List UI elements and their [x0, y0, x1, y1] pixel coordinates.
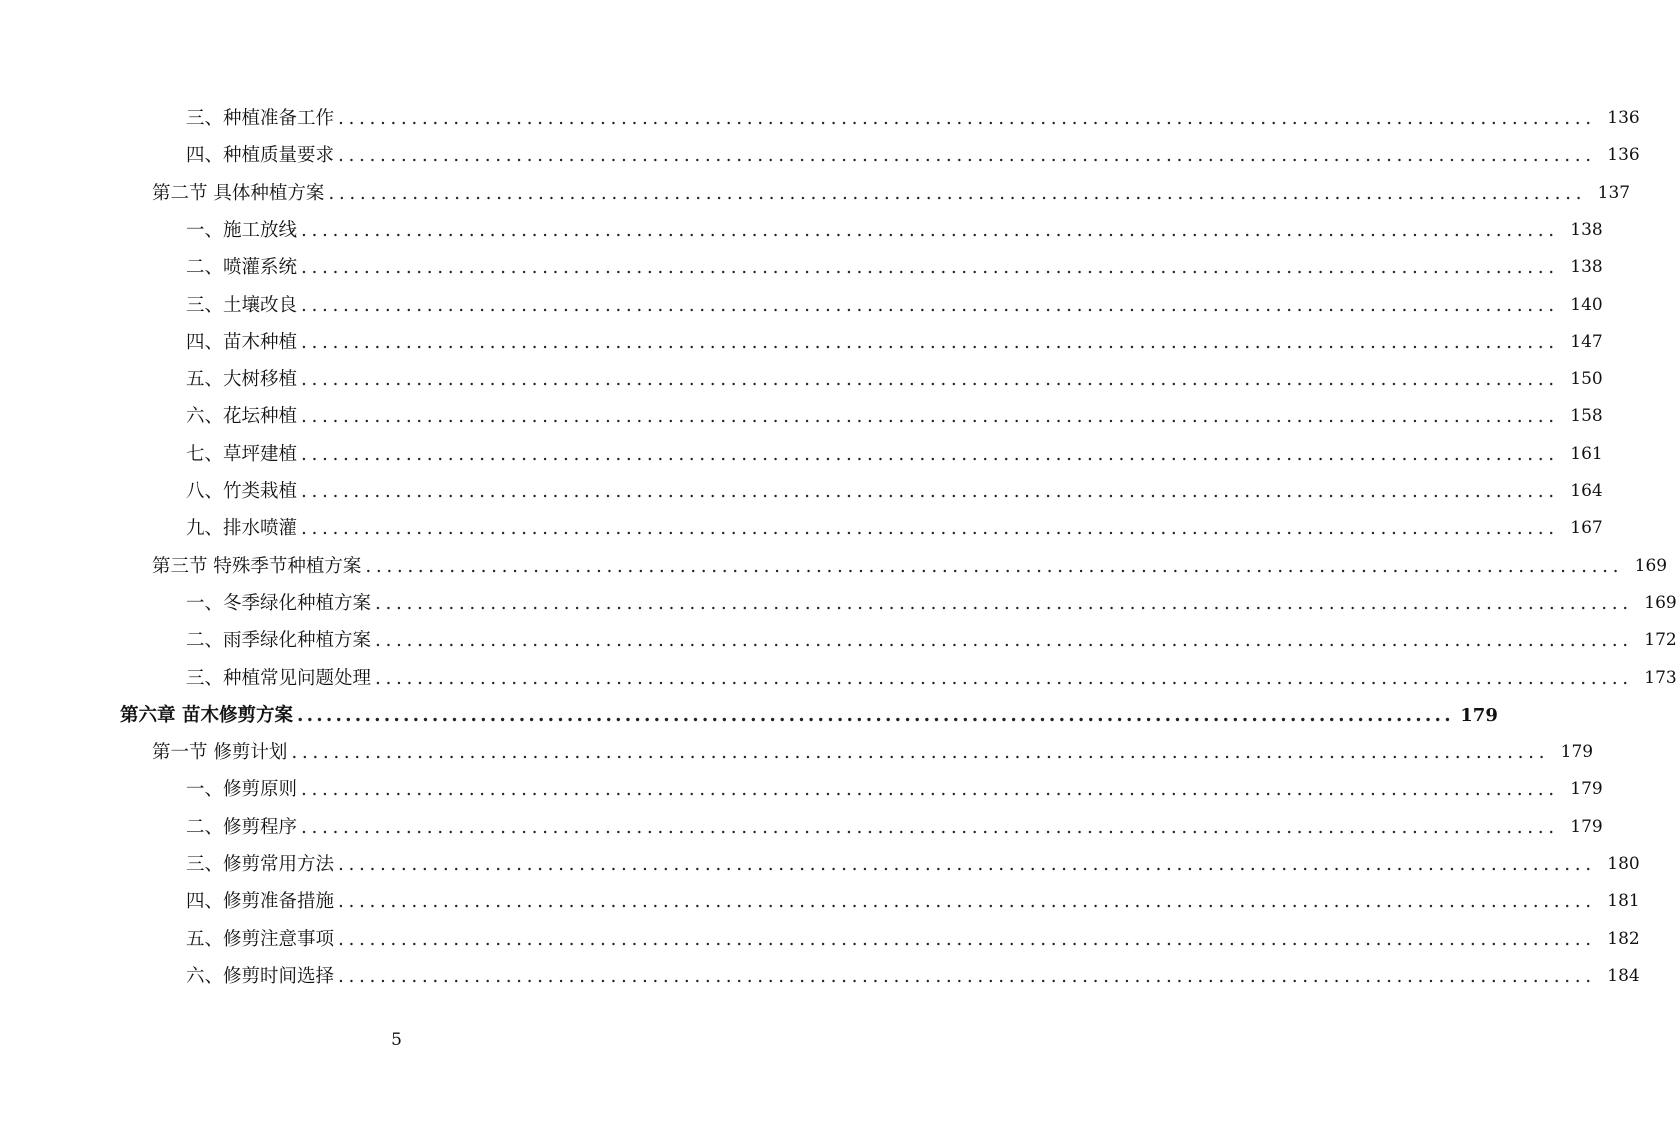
- toc-entry[interactable]: [186, 883, 1640, 920]
- toc-dot-leader: ........................................................................................................................: [301, 443, 1559, 465]
- toc-entry[interactable]: [152, 734, 1594, 771]
- toc-entry[interactable]: [186, 846, 1640, 883]
- toc-entry-label: 二、雨季绿化种植方案: [186, 630, 372, 652]
- toc-entry-label: 一、冬季绿化种植方案: [186, 592, 372, 614]
- toc-entry-label: 五、修剪注意事项: [186, 928, 335, 950]
- toc-entry-page: 179: [1570, 816, 1603, 837]
- toc-entry-label: 四、修剪准备措施: [186, 891, 335, 913]
- toc-dot-leader: ........................................................................................................................: [301, 406, 1559, 428]
- toc-entry-page: 138: [1570, 219, 1603, 240]
- toc-entry-page: 147: [1570, 331, 1603, 352]
- toc-entry-page: 150: [1570, 369, 1603, 390]
- toc-dot-leader: ........................................................................................................................: [301, 481, 1559, 502]
- toc-entry-page: 180: [1607, 854, 1640, 874]
- toc-entry-page: 179: [1570, 779, 1603, 800]
- toc-dot-leader: ........................................................................................................................: [301, 331, 1559, 353]
- toc-entry-page: 169: [1644, 592, 1677, 613]
- toc-dot-leader: ........................................................................................................................: [375, 667, 1633, 689]
- toc-entry[interactable]: [186, 398, 1603, 435]
- toc-entry-page: 136: [1607, 145, 1640, 166]
- toc-dot-leader: ........................................................................................................................: [338, 108, 1596, 129]
- toc-entry-page: 173: [1644, 667, 1677, 688]
- toc-entry-page: 167: [1570, 518, 1603, 539]
- toc-entry-page: 140: [1570, 294, 1603, 315]
- toc-entry-label: 第三节 特殊季节种植方案: [152, 555, 362, 577]
- toc-dot-leader: ........................................................................................................................: [328, 182, 1587, 204]
- toc-entry-label: 三、修剪常用方法: [186, 854, 335, 875]
- toc-dot-leader: ........................................................................................................................: [301, 257, 1559, 279]
- toc-dot-leader: ........................................................................................................................: [301, 219, 1559, 241]
- toc-entry-label: 一、施工放线: [186, 219, 298, 241]
- toc-entry[interactable]: [186, 809, 1603, 846]
- toc-entry[interactable]: [120, 697, 1498, 734]
- toc-dot-leader: ........................................................................................................................: [338, 965, 1596, 987]
- toc-entry-page: 161: [1570, 443, 1603, 464]
- toc-dot-leader: ........................................................................................................................: [338, 854, 1596, 875]
- toc-entry-page: 172: [1644, 630, 1677, 651]
- toc-entry-page: 182: [1607, 928, 1640, 949]
- toc-entry-label: 第六章 苗木修剪方案: [120, 704, 293, 726]
- toc-entry-label: 七、草坪建植: [186, 443, 298, 465]
- toc-entry-label: 九、排水喷灌: [186, 518, 298, 540]
- toc-entry[interactable]: [186, 287, 1603, 324]
- toc-entry-page: 169: [1634, 555, 1668, 576]
- toc-dot-leader: ........................................................................................................................: [338, 928, 1596, 950]
- toc-entry-page: 137: [1597, 182, 1631, 203]
- toc-entry[interactable]: [186, 473, 1603, 510]
- toc-entry-label: 六、修剪时间选择: [186, 965, 335, 987]
- toc-dot-leader: ........................................................................................................................: [338, 891, 1596, 913]
- toc-dot-leader: ........................................................................................................................: [296, 704, 1454, 726]
- toc-dot-leader: ........................................................................................................................: [338, 145, 1596, 167]
- toc-entry-page: 136: [1607, 108, 1640, 128]
- toc-entry-page: 179: [1460, 704, 1498, 726]
- toc-entry-label: 六、花坛种植: [186, 406, 298, 428]
- toc-entry[interactable]: [186, 137, 1640, 174]
- toc-entry-page: 184: [1607, 965, 1640, 986]
- toc-entry-label: 三、种植常见问题处理: [186, 667, 372, 689]
- toc-dot-leader: ........................................................................................................................: [365, 555, 1624, 577]
- toc-entry-label: 四、种植质量要求: [186, 145, 335, 167]
- toc-entry[interactable]: [186, 771, 1603, 808]
- toc-dot-leader: ........................................................................................................................: [301, 294, 1559, 316]
- toc-entry[interactable]: [186, 436, 1603, 473]
- toc-entry-page: 158: [1570, 406, 1603, 427]
- toc-entry[interactable]: [186, 249, 1603, 286]
- toc-entry[interactable]: [186, 660, 1677, 697]
- toc-entry[interactable]: [186, 958, 1640, 995]
- toc-dot-leader: ........................................................................................................................: [301, 518, 1559, 540]
- toc-entry-label: 五、大树移植: [186, 369, 298, 391]
- toc-dot-leader: ........................................................................................................................: [301, 779, 1559, 801]
- toc-entry-label: 八、竹类栽植: [186, 481, 298, 502]
- toc-entry[interactable]: [186, 585, 1677, 622]
- page-number: 5: [391, 1030, 402, 1050]
- toc-dot-leader: ........................................................................................................................: [375, 630, 1633, 652]
- toc-entry-label: 第一节 修剪计划: [152, 742, 288, 764]
- toc-dot-leader: ........................................................................................................................: [291, 742, 1550, 764]
- toc-entry[interactable]: [186, 212, 1603, 249]
- toc-dot-leader: ........................................................................................................................: [301, 369, 1559, 391]
- toc-entry[interactable]: [186, 361, 1603, 398]
- toc-entry[interactable]: [152, 175, 1631, 212]
- toc-entry[interactable]: [186, 324, 1603, 361]
- toc-entry-page: 138: [1570, 257, 1603, 278]
- toc-dot-leader: ........................................................................................................................: [301, 816, 1559, 838]
- toc-entry-label: 四、苗木种植: [186, 331, 298, 353]
- toc-entry[interactable]: [152, 548, 1668, 585]
- toc-entry-page: 164: [1570, 481, 1603, 501]
- toc-entry-page: 181: [1607, 891, 1640, 912]
- toc-entry[interactable]: [186, 100, 1640, 137]
- toc-entry-label: 第二节 具体种植方案: [152, 182, 325, 204]
- toc-entry-page: 179: [1560, 742, 1594, 763]
- toc-entry-label: 三、土壤改良: [186, 294, 298, 316]
- toc-entry[interactable]: [186, 510, 1603, 547]
- toc-entry-label: 二、修剪程序: [186, 816, 298, 838]
- toc-entry-label: 二、喷灌系统: [186, 257, 298, 279]
- toc-entry-label: 一、修剪原则: [186, 779, 298, 801]
- toc-entry[interactable]: [186, 622, 1677, 659]
- toc-entry-label: 三、种植准备工作: [186, 108, 335, 129]
- toc-dot-leader: ........................................................................................................................: [375, 592, 1633, 614]
- toc-entry[interactable]: [186, 921, 1640, 958]
